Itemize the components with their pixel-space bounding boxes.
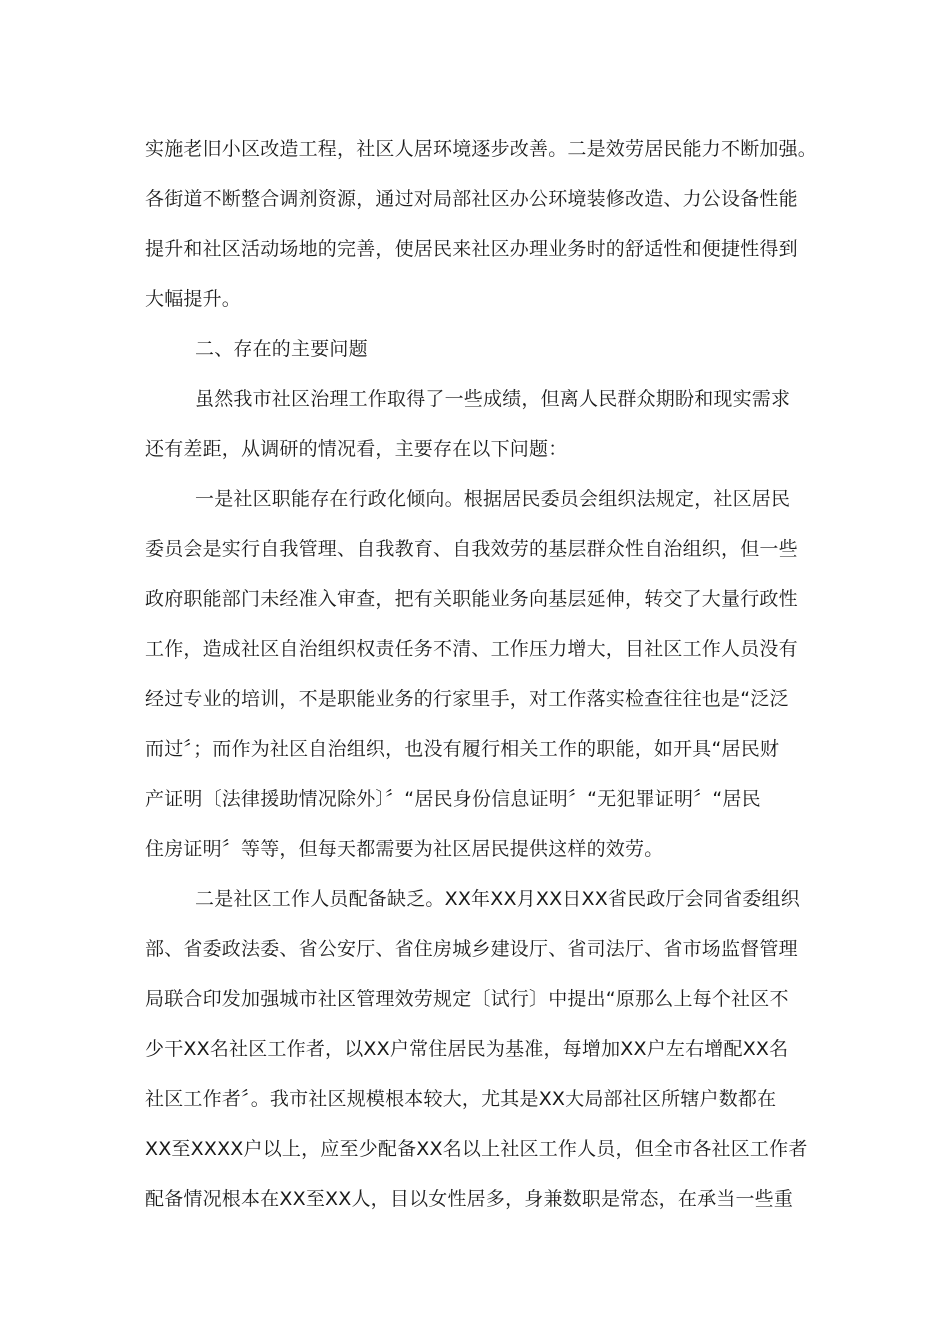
text-line: 各街道不断整合调剂资源，通过对局部社区办公环境装修改造、力公设备性能 xyxy=(145,188,798,210)
text-line: 实施老旧小区改造工程，社区人居环境逐步改善。二是效劳居民能力不断加强。 xyxy=(145,138,818,160)
text-line: 住房证明〞等等，但每天都需要为社区居民提供这样的效劳。 xyxy=(145,838,664,860)
section-heading: 二、存在的主要问题 xyxy=(195,338,368,360)
text-line: 工作，造成社区自治组织权责任务不清、工作压力增大，目社区工作人员没有 xyxy=(145,638,798,660)
text-line: 还有差距，从调研的情况看，主要存在以下问题： xyxy=(145,438,568,460)
text-line: 一是社区职能存在行政化倾向。根据居民委员会组织法规定，社区居民 xyxy=(195,488,791,510)
text-line: 而过〞；而作为社区自治组织，也没有履行相关工作的职能，如开具“居民财 xyxy=(145,738,780,760)
text-line: XX至XXXX户以上，应至少配备XX名以上社区工作人员，但全市各社区工作者 xyxy=(145,1138,808,1160)
text-line: 经过专业的培训，不是职能业务的行家里手，对工作落实检查往往也是“泛泛 xyxy=(145,688,789,710)
text-line: 提升和社区活动场地的完善，使居民来社区办理业务时的舒适性和便捷性得到 xyxy=(145,238,798,260)
text-line: 局联合印发加强城市社区管理效劳规定〔试行〕中提出“原那么上每个社区不 xyxy=(145,988,789,1010)
text-line: 委员会是实行自我管理、自我教育、自我效劳的基层群众性自治组织，但一些 xyxy=(145,538,798,560)
text-line: 大幅提升。 xyxy=(145,288,242,310)
text-line: 政府职能部门未经准入审查，把有关职能业务向基层延伸，转交了大量行政性 xyxy=(145,588,798,610)
text-line: 二是社区工作人员配备缺乏。XX年XX月XX日XX省民政厅会同省委组织 xyxy=(195,888,800,910)
text-line: 虽然我市社区治理工作取得了一些成绩，但离人民群众期盼和现实需求 xyxy=(195,388,791,410)
text-line: 配备情况根本在XX至XX人，目以女性居多，身兼数职是常态，在承当一些重 xyxy=(145,1188,794,1210)
text-line: 少干XX名社区工作者，以XX户常住居民为基准，每增加XX户左右增配XX名 xyxy=(145,1038,789,1060)
text-line: 部、省委政法委、省公安厅、省住房城乡建设厅、省司法厅、省市场监督管理 xyxy=(145,938,798,960)
text-line: 社区工作者〞。我市社区规模根本较大，尤其是XX大局部社区所辖户数都在 xyxy=(145,1088,777,1110)
text-line: 产证明〔法律援助情况除外〕〞“居民身份信息证明〞“无犯罪证明〞“居民 xyxy=(145,788,761,810)
